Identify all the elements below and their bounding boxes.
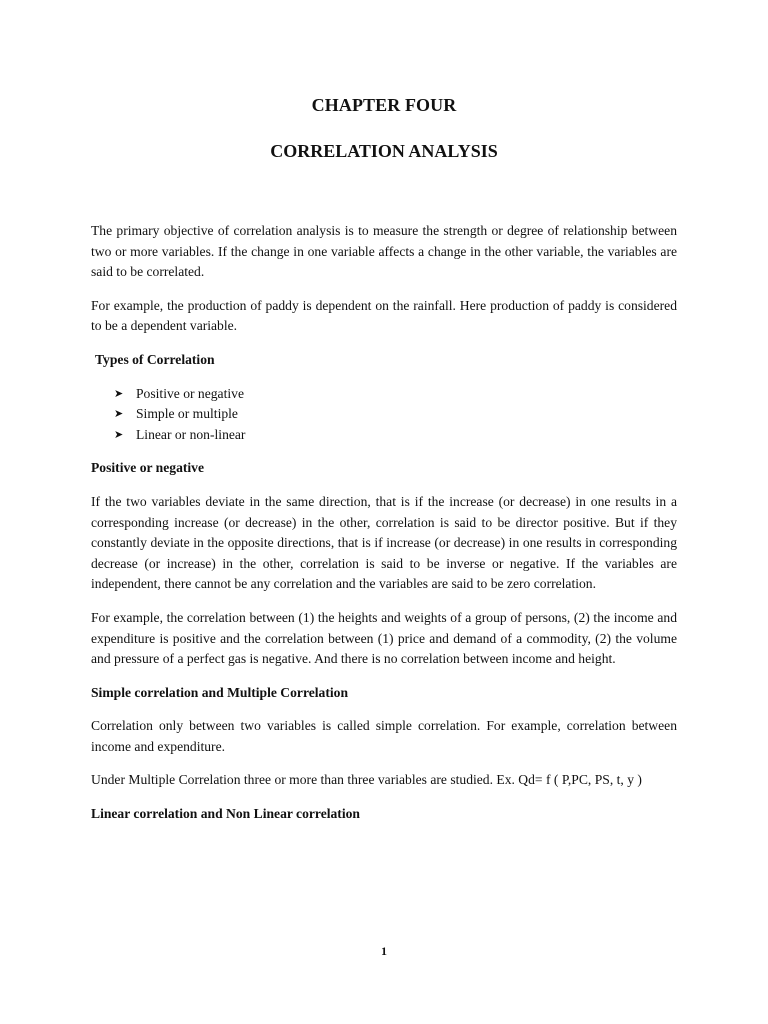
positive-paragraph-1: If the two variables deviate in the same direction, that is if the increase (or decrease) in one results in a corresponding increase (or decrease) in the other, correlation is said to be director positive. But if they constantly deviate in the opposite directions, that is if increase (or decrease) in one results in corresponding decrease (or increase) in the other, correlation is said to be inverse or negative. If the variables are independent, there cannot be any correlation and the variables are said to be zero correlation. — [91, 493, 677, 592]
list-item-label: Simple or multiple — [136, 406, 238, 422]
intro-paragraph-1: The primary objective of correlation analysis is to measure the strength or degree of relationship between two or more variables. If the change in one variable affects a change in the other variable, the variables are said to be correlated. — [91, 223, 677, 280]
chapter-label: CHAPTER FOUR — [311, 95, 457, 115]
list-item — [114, 384, 677, 405]
chapter-title: CORRELATION ANALYSIS — [270, 141, 498, 161]
arrowhead-bullet-icon: ➤ — [114, 387, 124, 400]
arrowhead-bullet-icon: ➤ — [114, 428, 124, 441]
page-number: 1 — [381, 944, 387, 958]
linear-nonlinear-heading: Linear correlation and Non Linear correlation — [91, 806, 360, 822]
positive-negative-heading: Positive or negative — [91, 460, 205, 476]
list-item-label: Linear or non-linear — [136, 426, 246, 442]
arrowhead-bullet-icon: ➤ — [114, 408, 124, 421]
list-item — [114, 425, 677, 446]
simple-multiple-heading: Simple correlation and Multiple Correlation — [91, 684, 349, 700]
positive-paragraph-2: For example, the correlation between (1) the heights and weights of a group of persons, (2) the income and expenditure is positive and the correlation between (1) price and demand of a commodity, (2) the volume and pressure of a perfect gas is negative. And there is no correlation between income and height. — [91, 609, 677, 667]
simple-paragraph-1: Correlation only between two variables is called simple correlation. For example, correlation between income and expenditure. — [91, 718, 677, 754]
intro-paragraph-2: For example, the production of paddy is dependent on the rainfall. Here production of paddy is considered to be a dependent variable. — [91, 297, 677, 334]
types-heading: Types of Correlation — [95, 351, 215, 367]
types-list — [91, 384, 677, 446]
simple-paragraph-2: Under Multiple Correlation three or more than three variables are studied. Ex. Qd= f ( P,PC, PS, t, y ) — [91, 772, 642, 788]
document-body — [91, 221, 677, 838]
list-item-label: Positive or negative — [136, 385, 244, 401]
list-item — [114, 404, 677, 425]
